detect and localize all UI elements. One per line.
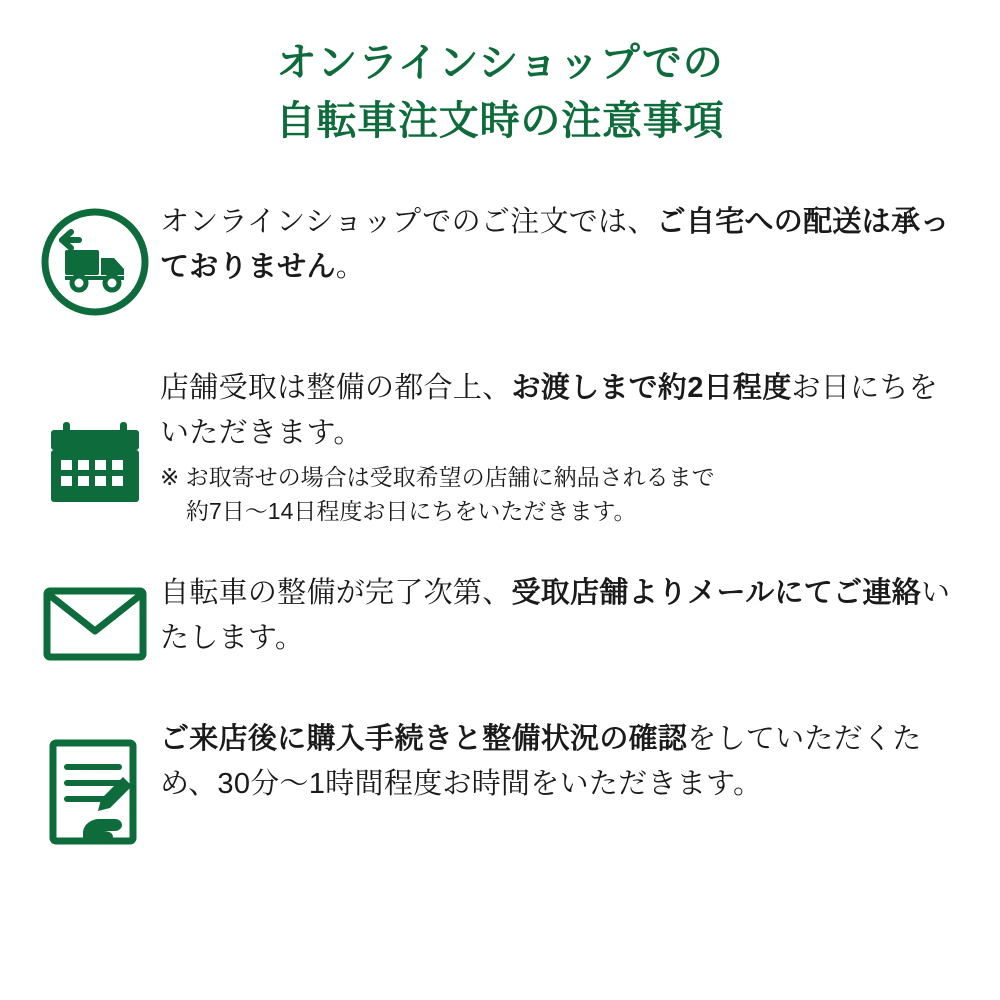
text-segment-bold: ご自宅への配送は承っておりません (160, 206, 950, 283)
text-segment-normal-2: お日にちをいただきます。 (160, 372, 938, 449)
page-title-line-2: 自転車注文時の注意事項 (275, 99, 725, 143)
list-item-body (160, 569, 960, 661)
list-item-text (160, 571, 960, 661)
text-segment-bold: ご来店後に購入手続きと整備状況の確認 (160, 722, 688, 755)
no-delivery-truck-icon (30, 198, 160, 318)
list-item (0, 364, 1000, 529)
text-segment-normal-2: いたします。 (160, 576, 951, 654)
list-item (0, 198, 1000, 318)
notice-list (0, 198, 1000, 847)
note-line-2: 約7日〜14日程度お日にちをいただきます。 (186, 498, 637, 525)
list-item-text (160, 366, 960, 456)
list-item-note (160, 460, 960, 529)
list-item (0, 569, 1000, 663)
note-line-1: ※ お取寄せの場合は受取希望の店舗に納品されるまで (160, 463, 715, 490)
page-title (0, 0, 1000, 150)
list-item-body (160, 715, 960, 807)
text-segment-normal-2: 。 (335, 250, 366, 283)
calendar-icon (30, 364, 160, 512)
list-item-text (160, 717, 960, 807)
text-segment-bold: 受取店舗よりメールにてご連絡 (511, 576, 921, 609)
mail-envelope-icon (30, 569, 160, 663)
text-segment-normal-2: をしていただくため、30分〜1時間程度お時間をいただきます。 (160, 722, 922, 800)
text-segment-normal: 店舗受取は整備の都合上、 (160, 372, 512, 404)
list-item-body (160, 198, 960, 290)
text-segment-normal: 自転車の整備が完了次第、 (160, 576, 512, 609)
page-title-line-1: オンラインショップでの (276, 41, 724, 85)
list-item-text (160, 200, 960, 290)
list-item-body (160, 364, 960, 529)
text-segment-bold: お渡しまで約2日程度 (511, 372, 792, 404)
list-item (0, 715, 1000, 847)
text-segment-normal: オンラインショップでのご注文では、 (160, 206, 657, 238)
document-signing-icon (30, 715, 160, 847)
